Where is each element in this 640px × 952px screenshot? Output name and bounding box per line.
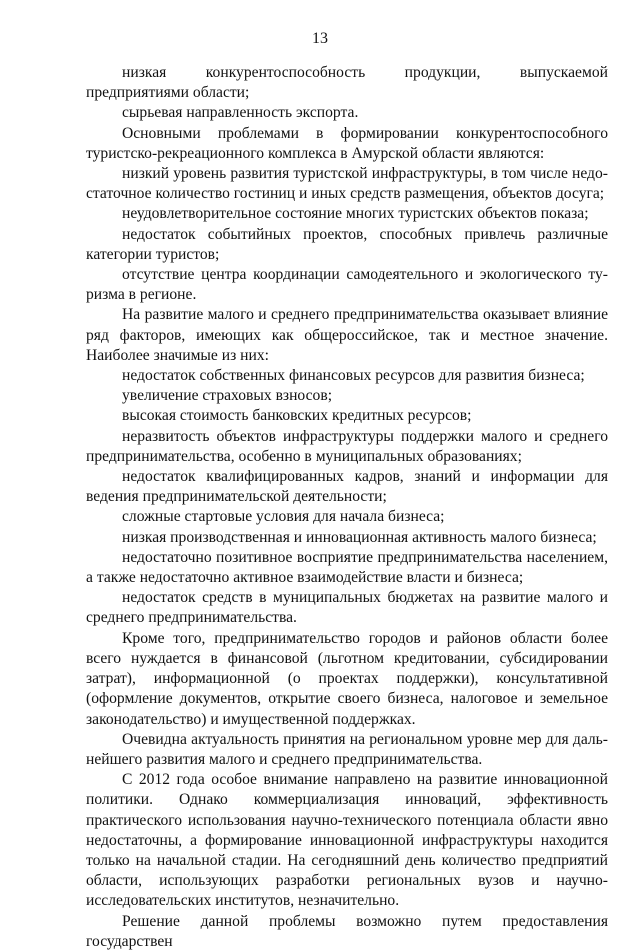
paragraph-5: неудовлетворительное состояние многих туристских объектов показа; — [122, 205, 589, 223]
paragraph-2: сырьевая направленность экспорта. — [122, 104, 359, 122]
paragraph-11: высокая стоимость банковских кредитных ресурсов; — [122, 407, 472, 425]
paragraph-8: На развитие малого и среднего предпринимательства оказывает влияние ряд факторов, имеющих как общероссийское, так и местное значение. Наиболее значимые из них: — [86, 306, 608, 364]
paragraph-4: низкий уровень развития туристской инфраструктуры, в том числе недостаточное количество гостиниц и иных средств размещения, объектов досуга; — [86, 165, 608, 203]
paragraph-18: Кроме того, предпринимательство городов и районов области более всего нуждается в финансовой (льготном кредитовании, субсидировании затрат), информационной (о проектах поддержки), консультативной (оформление документов, открытие своего бизнеса, налоговое и земельное законодательство) и имущественной поддержках. — [86, 629, 608, 728]
page-number: 13 — [312, 30, 328, 47]
paragraph-20: С 2012 года особое внимание направлено на развитие инновационной политики. Однако коммерциализация инноваций, эффективность практического использования научно-технического потенциала области явно недостаточны, а формирование инновационной инфраструктуры находится только на начальной стадии. На сегодняшний день количество предприятий области, использующих разработки региональных вузов и научно-исследовательских институтов, незначительно. — [86, 771, 608, 910]
paragraph-15: низкая производственная и инновационная активность малого бизнеса; — [122, 528, 597, 546]
paragraph-19: Очевидна актуальность принятия на региональном уровне мер для дальнейшего развития малого и среднего предпринимательства. — [86, 730, 608, 768]
paragraph-6: недостаток событийных проектов, способных привлечь различные категории туристов; — [86, 225, 608, 263]
paragraph-16: недостаточно позитивное восприятие предпринимательства населением, а также недостаточно активное взаимодействие власти и бизнеса; — [86, 548, 608, 587]
paragraph-7: отсутствие центра координации самодеятельного и экологического туризма в регионе. — [86, 266, 608, 304]
paragraph-13: недостаток квалифицированных кадров, знаний и информации для ведения предпринимательской деятельности; — [86, 468, 608, 506]
paragraph-17: недостаток средств в муниципальных бюджетах на развитие малого и среднего предпринимательства. — [86, 589, 608, 627]
paragraph-1: низкая конкурентоспособность продукции, выпускаемой предприятиями области; — [86, 64, 608, 102]
paragraph-21: Решение данной проблемы возможно путем предоставления государствен — [86, 912, 608, 950]
paragraph-14: сложные стартовые условия для начала бизнеса; — [122, 508, 445, 526]
paragraph-9: недостаток собственных финансовых ресурсов для развития бизнеса; — [122, 367, 585, 385]
paragraph-3: Основными проблемами в формировании конкурентоспособного туристско-рекреационного комплекса в Амурской области являются: — [86, 124, 608, 162]
document-body — [86, 63, 608, 952]
paragraph-10: увеличение страховых взносов; — [122, 387, 333, 405]
paragraph-12: неразвитость объектов инфраструктуры поддержки малого и среднего предпринимательства, особенно в муниципальных образованиях; — [86, 427, 608, 465]
